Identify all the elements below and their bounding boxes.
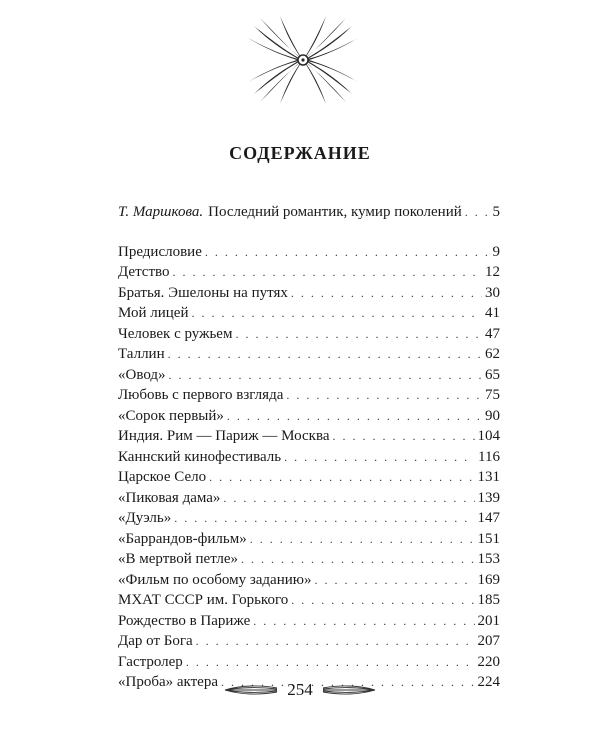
- page-number: 254: [287, 680, 313, 699]
- page-title: СОДЕРЖАНИЕ: [229, 143, 371, 163]
- toc-entry: [118, 324, 500, 345]
- toc-leader-dots: [286, 385, 482, 406]
- toc-entry-page: 224: [477, 674, 500, 690]
- toc-entry: [118, 467, 500, 488]
- toc-entry: [118, 611, 500, 632]
- wheat-ornament-icon: [240, 14, 366, 106]
- toc-entry-page: 185: [477, 592, 500, 608]
- line-flourish-icon: [223, 684, 279, 696]
- toc-leader-dots: [235, 324, 482, 345]
- toc-entry-title-text: Последний романтик, кумир поколений: [208, 204, 462, 220]
- toc-entry-title: «Сорок первый»: [118, 407, 224, 424]
- toc-entry-title: «Пиковая дама»: [118, 489, 221, 506]
- toc-entry: [118, 303, 500, 324]
- toc-entry-title: «Овод»: [118, 366, 166, 383]
- toc-entry-title: «Баррандов-фильм»: [118, 530, 247, 547]
- toc-entry-lead: [118, 202, 500, 223]
- toc-entry-page: 62: [485, 346, 500, 362]
- toc-entry: [118, 406, 500, 427]
- table-of-contents: [118, 202, 500, 693]
- toc-entry-page: 5: [492, 204, 500, 220]
- toc-entry-page: 147: [477, 510, 500, 526]
- toc-entry: [118, 365, 500, 386]
- toc-entry-title: Гастролер: [118, 653, 183, 670]
- toc-entry: [118, 570, 500, 591]
- toc-entry-title: Братья. Эшелоны на путях: [118, 284, 288, 301]
- toc-entry-title: Детство: [118, 264, 170, 280]
- toc-entry-page: 30: [485, 284, 500, 301]
- toc-entry: [118, 344, 500, 365]
- toc-leader-dots: [169, 365, 482, 386]
- toc-entry: [118, 508, 500, 529]
- toc-entry: [118, 529, 500, 550]
- toc-entry-page: 12: [485, 264, 500, 280]
- toc-leader-dots: [174, 508, 474, 529]
- toc-leader-dots: [333, 426, 475, 447]
- toc-leader-dots: [314, 570, 474, 591]
- toc-entry-title: «Проба» актера: [118, 674, 218, 690]
- toc-entry: [118, 549, 500, 570]
- toc-entry-page: 90: [485, 407, 500, 424]
- toc-entry-page: 151: [477, 530, 500, 547]
- toc-leader-dots: [253, 611, 474, 632]
- toc-entry-title: Рождество в Париже: [118, 612, 251, 629]
- toc-entry-page: 104: [477, 428, 500, 444]
- toc-leader-dots: [168, 344, 482, 365]
- toc-entry-page: 41: [485, 305, 500, 321]
- toc-entry-page: 75: [485, 387, 500, 403]
- toc-leader-dots: [227, 406, 482, 427]
- toc-leader-dots: [205, 242, 490, 263]
- toc-leader-dots: [291, 590, 474, 611]
- toc-entry: [118, 590, 500, 611]
- toc-entry-title: Дар от Бога: [118, 633, 193, 649]
- toc-entry-page: 207: [477, 633, 500, 649]
- toc-entry: [118, 283, 500, 304]
- toc-entry-page: 201: [477, 612, 500, 629]
- toc-entry: [118, 447, 500, 468]
- toc-entry-page: 47: [485, 325, 500, 342]
- toc-entry-title: Индия. Рим — Париж — Москва: [118, 428, 330, 444]
- toc-entry-title: «В мертвой петле»: [118, 551, 239, 567]
- toc-entry: [118, 488, 500, 509]
- toc-entry-title: [118, 202, 462, 223]
- toc-entry-page: 65: [485, 366, 500, 383]
- toc-entry: [118, 652, 500, 673]
- page-footer: [0, 678, 600, 702]
- toc-entry-title: Человек с ружьем: [118, 325, 233, 342]
- toc-entry-title: «Фильм по особому заданию»: [118, 571, 312, 588]
- toc-entry-page: 153: [477, 551, 500, 567]
- toc-entry-page: 139: [477, 489, 500, 506]
- toc-leader-dots: [191, 303, 482, 324]
- toc-entry-page: 169: [477, 571, 500, 588]
- toc-entry-page: 220: [477, 653, 500, 670]
- toc-entry: [118, 262, 500, 283]
- toc-leader-dots: [241, 549, 474, 570]
- toc-entry-author: Т. Маршкова.: [118, 204, 204, 220]
- toc-entry-title: Царское Село: [118, 469, 207, 485]
- toc-leader-dots: [465, 202, 490, 223]
- toc-leader-dots: [223, 488, 474, 509]
- toc-leader-dots: [173, 262, 482, 283]
- toc-entry: [118, 631, 500, 652]
- toc-leader-dots: [284, 447, 475, 468]
- toc-entry-title: Каннский кинофестиваль: [118, 448, 282, 465]
- toc-entry-title: Таллин: [118, 346, 165, 362]
- toc-leader-dots: [209, 467, 474, 488]
- toc-entry-page: 131: [477, 469, 500, 485]
- toc-entry-page: 9: [492, 243, 500, 260]
- toc-entry: [118, 242, 500, 263]
- toc-leader-dots: [250, 529, 475, 550]
- toc-entry: [118, 385, 500, 406]
- toc-entry-title: Мой лицей: [118, 305, 189, 321]
- toc-entry-title: МХАТ СССР им. Горького: [118, 592, 289, 608]
- toc-leader-dots: [291, 283, 482, 304]
- toc-leader-dots: [186, 652, 475, 673]
- toc-entry-title: Любовь с первого взгляда: [118, 387, 284, 403]
- toc-entry-title: «Дуэль»: [118, 510, 172, 526]
- toc-entry-page: 116: [478, 448, 500, 465]
- toc-entry: [118, 426, 500, 447]
- toc-entry-title: Предисловие: [118, 243, 202, 260]
- line-flourish-icon: [321, 684, 377, 696]
- toc-leader-dots: [196, 631, 475, 652]
